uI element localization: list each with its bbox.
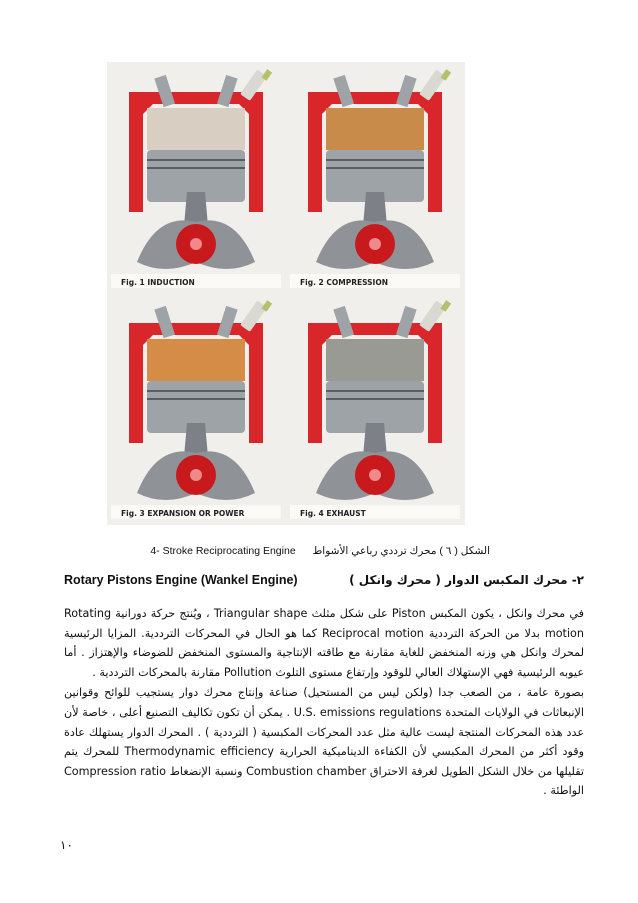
paragraph: في محرك وانكل ، يكون المكبس Piston على شكل مثلث Triangular shape ، ويُنتج حركة دورانية Rotating motion بدلا من الحركة الترددية Reciprocal motion كما هو الحال في المحركات الترددية. المزايا الرئيسية لمحرك وانكل هي وزنه المنخفض للغاية مقارنة مع طاقته الإنتاجية والمستوى المنخفض للضوضاء والإهتزاز . أما عيوبه الرئيسية فهي الإستهلاك العالي للوقود وإرتفاع مستوى التلوث Pollution مقارنة بالمحركات الترددية .	[64, 607, 585, 679]
section-heading	[64, 573, 584, 595]
combustion-chamber	[326, 339, 424, 381]
engine-panel	[290, 300, 460, 519]
combustion-chamber	[326, 108, 424, 150]
crankshaft-hub	[190, 469, 202, 481]
figure-caption-arabic: الشكل ( ٦ ) محرك ترددي رباعي الأشواط	[312, 545, 490, 557]
engine-strokes-figure	[107, 62, 465, 525]
engine-panel	[290, 69, 460, 288]
panel-label: Fig. 1 INDUCTION	[121, 278, 195, 287]
crankshaft-hub	[190, 238, 202, 250]
crankshaft-hub	[369, 469, 381, 481]
panel-label: Fig. 2 COMPRESSION	[300, 278, 389, 287]
engine-panel	[111, 300, 281, 519]
panel-label: Fig. 3 EXPANSION OR POWER	[121, 509, 245, 518]
paragraph: بصورة عامة ، من الصعب جدا (ولكن ليس من المستحيل) صناعة وإنتاج محرك دوار يستجيب للوائح وقوانين الإنبعاثات في الولايات المتحدة U.S. emissions regulations . يمكن أن تكون تكاليف التصنيع أعلى ، خاصة لأن عدد هذه المحركات المنتجة ليست عالية مثل عدد المحركات المكبسية ( الترددية ) . المحرك الدوار يستهلك عادة وقود أكثر من المحرك المكبسي لأن الكفاءة الديناميكية الحرارية Thermodynamic efficiency للمحرك يتم تقليلها من خلال الشكل الطويل لغرفة الاحتراق Combustion chamber ونسبة الإنضغاط Compression ratio الواطئة .	[64, 686, 584, 798]
crankshaft-hub	[369, 238, 381, 250]
body-text	[64, 604, 584, 802]
panel-label: Fig. 4 EXHAUST	[300, 509, 366, 518]
engine-strokes-illustration	[107, 62, 465, 525]
page-number: ١٠	[60, 838, 73, 852]
combustion-chamber	[147, 339, 245, 381]
engine-panel	[111, 69, 281, 288]
combustion-chamber	[147, 108, 245, 150]
figure-caption-english: 4- Stroke Reciprocating Engine	[150, 545, 296, 557]
section-heading-arabic: ٢- محرك المكبس الدوار ( محرك وانكل )	[349, 573, 584, 587]
figure-caption	[110, 545, 490, 563]
section-heading-english: Rotary Pistons Engine (Wankel Engine)	[64, 573, 298, 587]
